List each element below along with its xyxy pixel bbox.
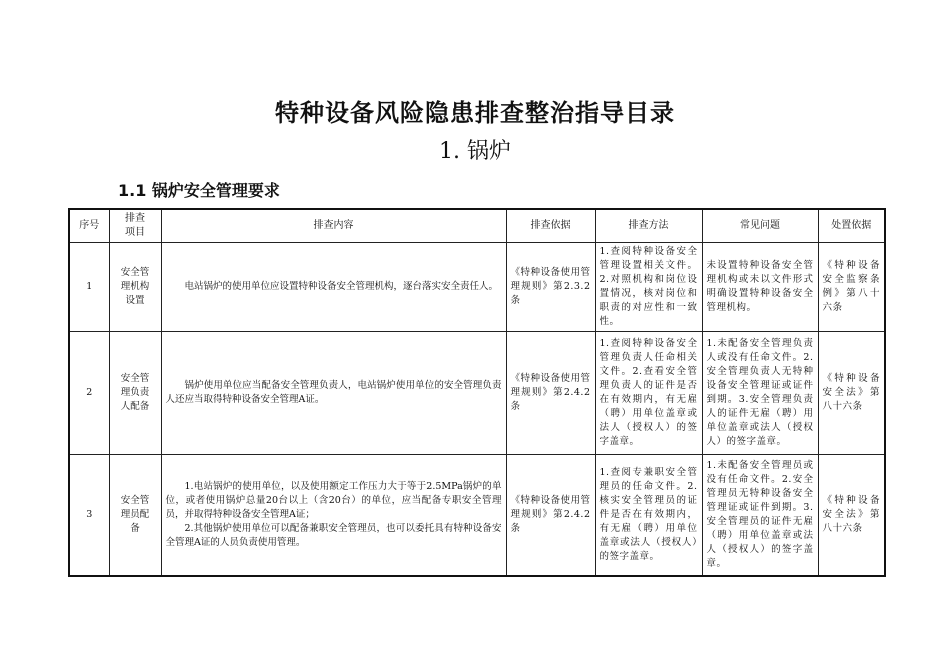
row-number: 1: [69, 243, 109, 332]
document-title: 特种设备风险隐患排查整治指导目录: [275, 99, 675, 127]
row-content: [161, 243, 506, 332]
row-method: 1.查阅特种设备安全管理设置相关文件。2.对照机构和岗位设置情况，核对岗位和职责的对应性和一致性。: [595, 243, 702, 332]
row-number: 3: [69, 455, 109, 577]
table-row: [69, 243, 885, 332]
header-item: 排查 项目: [109, 209, 161, 243]
header-issues: 常见问题: [702, 209, 818, 243]
section-heading: 1.1 锅炉安全管理要求: [118, 181, 280, 200]
row-number: 2: [69, 332, 109, 455]
row-basis: 《特种设备使用管理规则》第2.3.2条: [506, 243, 595, 332]
row-method: 1.查阅特种设备安全管理负责人任命相关文件。2.查看安全管理负责人的证件是否在有效期内，有无雇（聘）用单位盖章或法人（授权人）的签字盖章。: [595, 332, 702, 455]
row-content: [161, 332, 506, 455]
content-paragraph: 2.其他锅炉使用单位可以配备兼职安全管理员，也可以委托具有特种设备安全管理A证的人员负责使用管理。: [165, 523, 502, 548]
row-disposal: 《特种设备安全法》第八十六条: [818, 455, 885, 577]
row-disposal: 《特种设备安全监察条例》第八十六条: [818, 243, 885, 332]
header-disposal: 处置依据: [818, 209, 885, 243]
row-issues: 未设置特种设备安全管理机构或未以文件形式明确设置特种设备安全管理机构。: [702, 243, 818, 332]
inspection-table: [68, 208, 886, 577]
table-row: [69, 332, 885, 455]
row-content: [161, 455, 506, 577]
row-basis: 《特种设备使用管理规则》第2.4.2条: [506, 332, 595, 455]
content-paragraph: 锅炉使用单位应当配备安全管理负责人，电站锅炉使用单位的安全管理负责人还应当取得特种设备安全管理A证。: [165, 380, 502, 405]
row-issues: 1.未配备安全管理负责人或没有任命文件。2.安全管理负责人无特种设备安全管理证或证件到期。3.安全管理负责人的证件无雇（聘）用单位盖章或法人（授权人）的签字盖章。: [702, 332, 818, 455]
row-item: 安全管 理员配 备: [109, 455, 161, 577]
table-header: [69, 209, 885, 243]
row-method: 1.查阅专兼职安全管理员的任命文件。2.核实安全管理员的证件是否在有效期内，有无雇（聘）用单位盖章或法人（授权人）的签字盖章。: [595, 455, 702, 577]
chapter-heading: 1. 锅炉: [439, 139, 511, 164]
content-paragraph: 电站锅炉的使用单位应设置特种设备安全管理机构，逐台落实安全责任人。: [184, 281, 499, 292]
header-no: 序号: [69, 209, 109, 243]
header-basis: 排查依据: [506, 209, 595, 243]
row-disposal: 《特种设备安全法》第八十六条: [818, 332, 885, 455]
content-paragraph: 1.电站锅炉的使用单位，以及使用额定工作压力大于等于2.5MPa锅炉的单位，或者使用锅炉总量20台以上（含20台）的单位，应当配备专职安全管理员，并取得特种设备安全管理A证；: [165, 481, 502, 520]
row-item: 安全管 理机构 设置: [109, 243, 161, 332]
row-item: 安全管 理负责 人配备: [109, 332, 161, 455]
row-basis: 《特种设备使用管理规则》第2.4.2条: [506, 455, 595, 577]
row-issues: 1.未配备安全管理员或没有任命文件。2.安全管理员无特种设备安全管理证或证件到期。3.安全管理员的证件无雇（聘）用单位盖章或法人（授权人）的签字盖章。: [702, 455, 818, 577]
header-content: 排查内容: [161, 209, 506, 243]
table-row: [69, 455, 885, 577]
header-method: 排查方法: [595, 209, 702, 243]
